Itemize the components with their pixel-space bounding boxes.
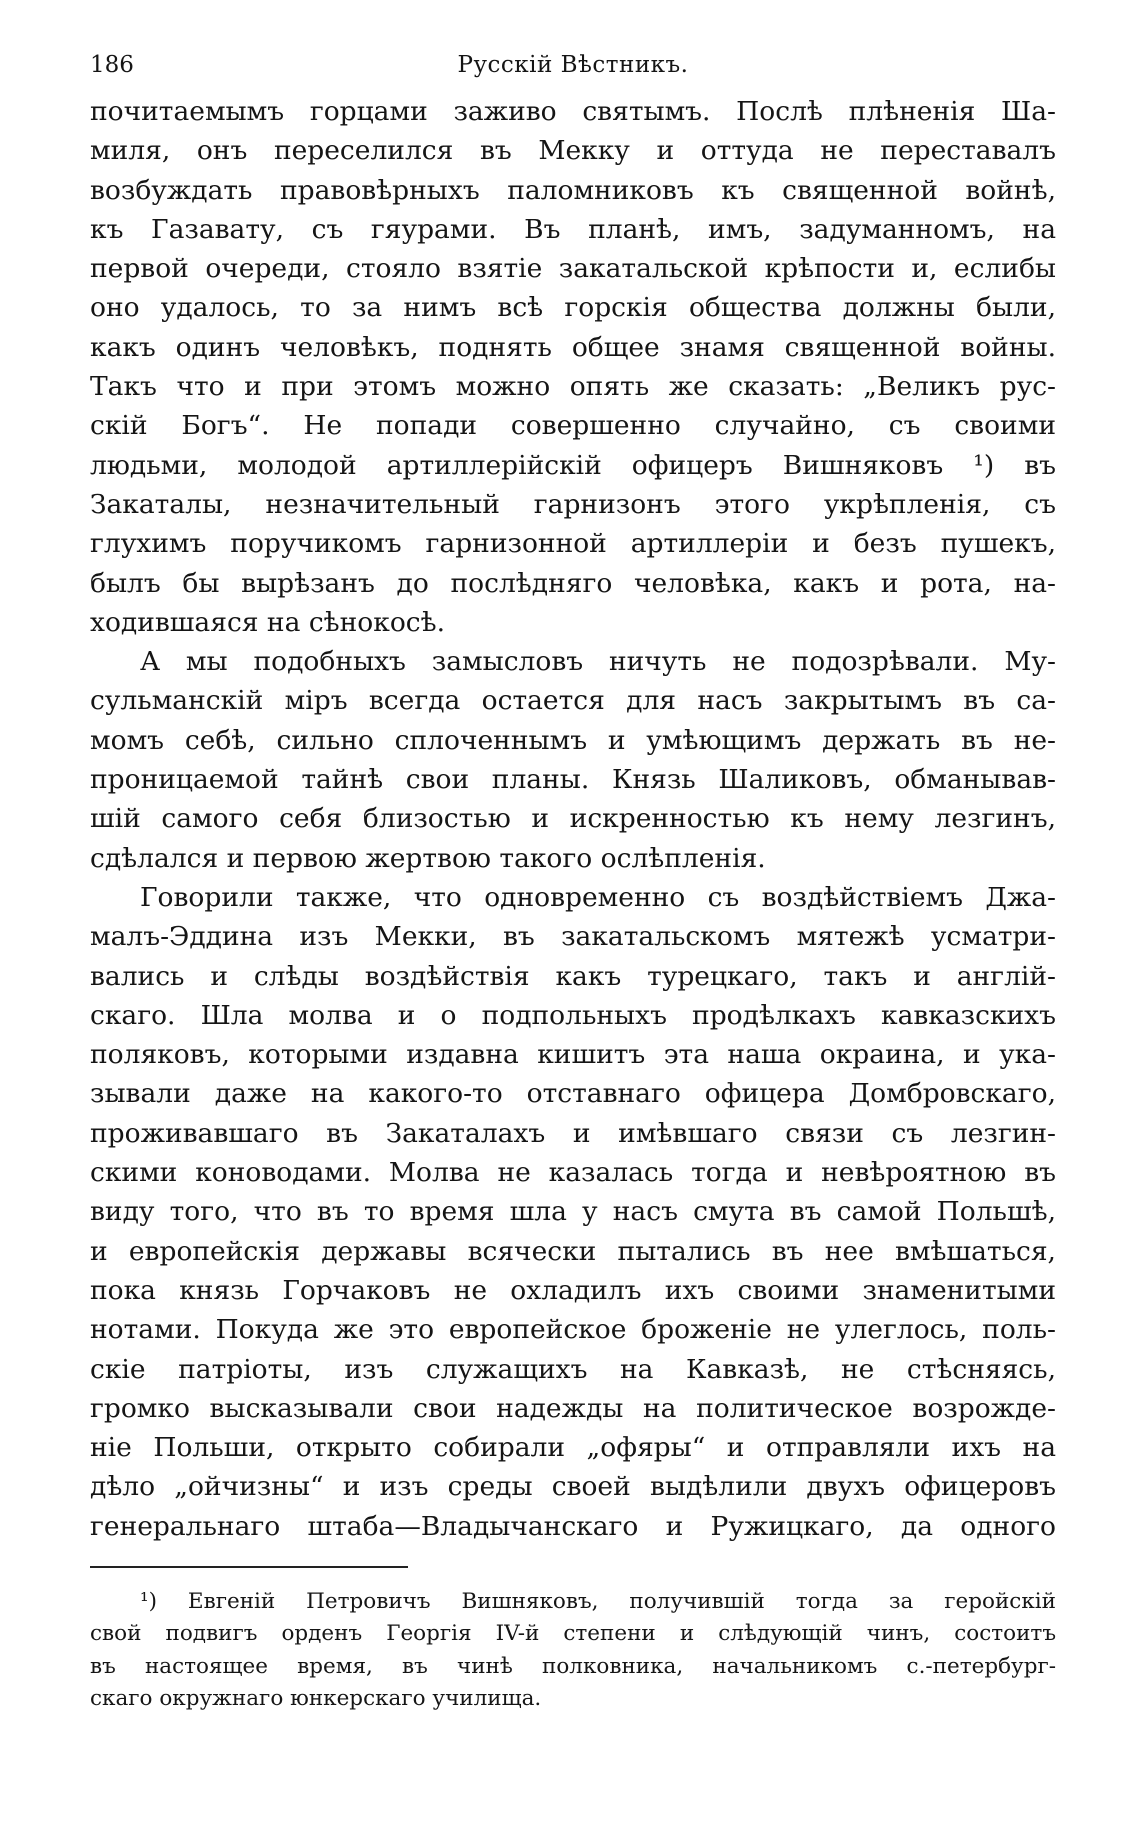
- text-line: первой очереди, стояло взятіе закатальской крѣпости и, еслибы: [90, 253, 1056, 285]
- body-text: [90, 92, 1056, 1546]
- text-line: скими коноводами. Молва не казалась тогда и невѣроятною въ: [90, 1157, 1056, 1189]
- text-line: оно удалось, то за нимъ всѣ горскія общества должны были,: [90, 292, 1056, 324]
- text-line: малъ-Эддина изъ Мекки, въ закатальскомъ мятежѣ усматри-: [90, 921, 1056, 953]
- text-line: скій Богъ“. Не попади совершенно случайно, съ своими: [90, 410, 1056, 442]
- footnote-line: въ настоящее время, въ чинѣ полковника, начальникомъ с.-петербург-: [90, 1653, 1056, 1679]
- text-line: былъ бы вырѣзанъ до послѣдняго человѣка, какъ и рота, на-: [90, 567, 1056, 599]
- text-line: громко высказывали свои надежды на политическое возрожде-: [90, 1392, 1056, 1424]
- text-line: дѣло „ойчизны“ и изъ среды своей выдѣлили двухъ офицеровъ: [90, 1471, 1056, 1503]
- text-line: и европейскія державы всячески пытались въ нее вмѣшаться,: [90, 1235, 1056, 1267]
- text-line: почитаемымъ горцами заживо святымъ. Послѣ плѣненія Ша-: [90, 96, 1056, 127]
- footnotes: [90, 1586, 1056, 1716]
- text-line: Такъ что и при этомъ можно опять же сказать: „Великъ рус-: [90, 371, 1056, 403]
- text-line: къ Газавату, съ гяурами. Въ планѣ, имъ, задуманномъ, на: [90, 213, 1056, 245]
- book-page: [90, 52, 1056, 1716]
- text-line: А мы подобныхъ замысловъ ничуть не подозрѣвали. Му-: [140, 646, 1056, 678]
- footnote-line: скаго окружнаго юнкерскаго училища.: [90, 1686, 542, 1712]
- text-line: Говорили также, что одновременно съ воздѣйствіемъ Джа-: [140, 881, 1056, 913]
- page-header: [90, 52, 1056, 92]
- text-line: людьми, молодой артиллерійскій офицеръ Вишняковъ ¹) въ: [90, 449, 1056, 481]
- text-line: скаго. Шла молва и о подпольныхъ продѣлкахъ кавказскихъ: [90, 999, 1056, 1031]
- text-line: сульманскій міръ всегда остается для насъ закрытымъ въ са-: [90, 685, 1056, 717]
- text-line: зывали даже на какого-то отставнаго офицера Домбровскаго,: [90, 1078, 1056, 1110]
- text-line: глухимъ поручикомъ гарнизонной артиллеріи и безъ пушекъ,: [90, 528, 1056, 560]
- footnote-line: свой подвигъ орденъ Георгія IV-й степени и слѣдующій чинъ, состоитъ: [90, 1621, 1056, 1647]
- running-title: Русскій Вѣстникъ.: [457, 52, 689, 78]
- text-line: шій самого себя близостью и искренностью къ нему лезгинъ,: [90, 803, 1056, 835]
- text-line: вались и слѣды воздѣйствія какъ турецкаго, такъ и англій-: [90, 960, 1056, 992]
- text-line: поляковъ, которыми издавна кишитъ эта наша окраина, и ука-: [90, 1039, 1056, 1071]
- text-line: скіе патріоты, изъ служащихъ на Кавказѣ, не стѣсняясь,: [90, 1353, 1056, 1385]
- text-line: ніе Польши, открыто собирали „офяры“ и отправляли ихъ на: [90, 1432, 1056, 1464]
- text-line: возбуждать правовѣрныхъ паломниковъ къ священной войнѣ,: [90, 174, 1056, 206]
- footnote-rule: [90, 1566, 408, 1568]
- text-line: виду того, что въ то время шла у насъ смута въ самой Польшѣ,: [90, 1196, 1056, 1228]
- text-line: какъ одинъ человѣкъ, поднять общее знамя священной войны.: [90, 331, 1056, 363]
- text-line: проживавшаго въ Закаталахъ и имѣвшаго связи съ лезгин-: [90, 1117, 1056, 1149]
- page-number: 186: [90, 52, 134, 78]
- text-line: пока князь Горчаковъ не охладилъ ихъ своими знаменитыми: [90, 1274, 1056, 1306]
- footnote-line: ¹) Евгеній Петровичъ Вишняковъ, получившій тогда за геройскій: [140, 1588, 1056, 1614]
- text-line: нотами. Покуда же это европейское броженіе не улеглось, поль-: [90, 1314, 1056, 1346]
- text-line: Закаталы, незначительный гарнизонъ этого укрѣпленія, съ: [90, 488, 1056, 520]
- text-line: момъ себѣ, сильно сплоченнымъ и умѣющимъ держать въ не-: [90, 724, 1056, 756]
- text-line: генеральнаго штаба—Владычанскаго и Ружицкаго, да одного: [90, 1510, 1056, 1542]
- text-line: миля, онъ переселился въ Мекку и оттуда не переставалъ: [90, 135, 1056, 167]
- text-line: ходившаяся на сѣнокосѣ.: [90, 606, 446, 638]
- text-line: сдѣлался и первою жертвою такого ослѣпленія.: [90, 842, 766, 874]
- text-line: проницаемой тайнѣ свои планы. Князь Шаликовъ, обманывав-: [90, 764, 1056, 796]
